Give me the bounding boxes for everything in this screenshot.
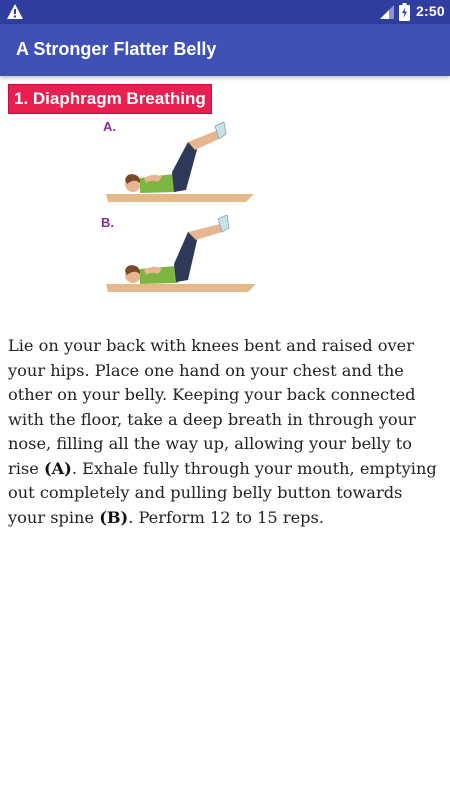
figure-a [106, 122, 254, 202]
app-title: A Stronger Flatter Belly [16, 39, 217, 59]
warning-icon [6, 3, 24, 21]
app-bar [0, 24, 450, 76]
step-b-label: B. [101, 215, 114, 230]
battery-icon [399, 3, 410, 21]
description-part-2: . Exhale fully through your mouth, emptying out completely and pulling belly button towards your spine [8, 458, 437, 527]
status-time: 2:50 [416, 3, 445, 19]
description-part-1: Lie on your back with knees bent and raised over your hips. Place one hand on your chest and the other on your belly. Keeping your back connected with the floor, take a deep breath in through your nose, filling all the way up, allowing your belly to rise [8, 336, 416, 478]
exercise-heading: 1. Diaphragm Breathing [8, 84, 212, 114]
figure-b [106, 215, 256, 292]
step-a-label: A. [103, 120, 116, 134]
description-part-3: . Perform 12 to 15 reps. [128, 507, 324, 527]
exercise-illustration [96, 120, 266, 300]
exercise-description [8, 334, 444, 530]
description-step-b-ref: (B) [99, 507, 129, 527]
status-bar [0, 0, 450, 24]
signal-icon [380, 5, 394, 19]
description-step-a-ref: (A) [43, 458, 72, 478]
